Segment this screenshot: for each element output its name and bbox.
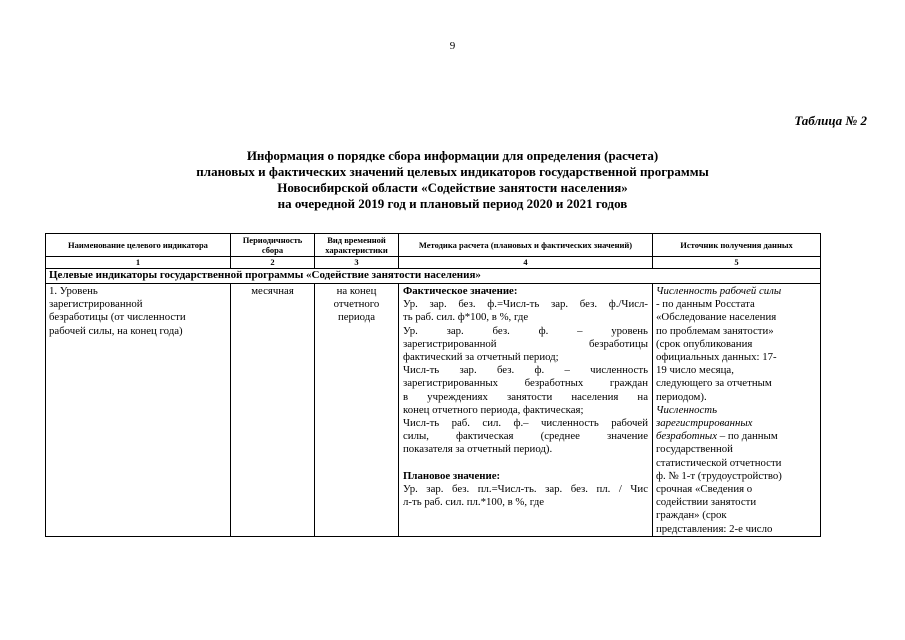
source-italic-part: безработных [656,430,718,443]
column-number: 4 [399,257,653,269]
methodology-line: в учреждениях занятости населения на [403,390,648,403]
title-line: на очередной 2019 год и плановый период 2020 и 2021 годов [277,196,628,211]
source-line: граждан» (срок [656,509,727,522]
source-line: содействии занятости [656,496,757,509]
column-number: 3 [315,257,399,269]
methodology-line: Числ-ть зар. без. ф. – численность [403,364,648,377]
periodicity-cell [231,284,315,537]
methodology-cell [399,284,653,537]
source-line: по проблемам занятости» [656,324,774,337]
section-row [46,269,821,284]
source-line [656,430,818,443]
title-line: Информация о порядке сбора информации для определения (расчета) [246,148,659,163]
table-row [46,284,821,537]
header-indicator-name: Наименование целевого индикатора [46,234,231,257]
source-line: «Обследование населения [656,311,777,324]
source-line: (срок опубликования [656,337,753,350]
source-line: статистической отчетности [656,456,782,469]
header-data-source: Источник получения данных [653,234,821,257]
methodology-line: показателя за отчетный период). [403,443,553,456]
methodology-line: фактический за отчетный период; [403,351,559,364]
header-methodology: Методика расчета (плановых и фактических значений) [399,234,653,257]
periodicity-value: месячная [251,285,294,297]
methodology-line: силы, фактическая (среднее значение [403,430,648,443]
indicator-name-cell [46,284,231,537]
data-source-cell [653,284,821,537]
table-label: Таблица № 2 [794,113,867,128]
methodology-line: зарегистрированной безработицы [403,337,648,350]
source-line: - по данным Росстата [656,298,755,311]
source-line: зарегистрированных [656,417,753,430]
column-number: 1 [46,257,231,269]
source-line: следующего за отчетным [656,377,772,390]
methodology-line: Ур. зар. без. ф. – уровень [403,324,648,337]
methodology-line: Ур. зар. без. ф.=Числ-ть зар. без. ф./Числ- [403,298,648,311]
time-characteristic-line: периода [337,311,376,324]
page-number: 9 [449,40,456,52]
header-time-characteristic: Вид временной характеристики [315,234,399,257]
indicator-line: безработицы (от численности [49,311,186,324]
indicator-line: зарегистрированной [49,298,143,311]
paragraph-gap [403,457,648,470]
section-title: Целевые индикаторы государственной программы «Содействие занятости населения» [46,269,821,284]
column-number: 2 [231,257,315,269]
indicator-line: 1. Уровень [49,285,98,297]
table-header-row [46,234,821,257]
time-characteristic-line: отчетного [333,298,380,311]
document-title [0,148,905,212]
actual-value-heading: Фактическое значение: [403,285,518,297]
planned-value-heading: Плановое значение: [403,469,501,482]
source-line: срочная «Сведения о [656,483,753,496]
indicator-table [45,233,821,537]
methodology-line: л-ть раб. сил. пл.*100, в %, где [403,496,544,509]
methodology-line: ть раб. сил. ф*100, в %, где [403,311,529,324]
indicator-line: рабочей силы, на конец года) [49,324,183,337]
source-line: официальных данных: 17- [656,351,777,364]
time-characteristic-line: на конец [336,285,377,297]
methodology-line: Числ-ть раб. сил. ф.– численность рабочей [403,417,648,430]
source-regular-part: – по данным [717,430,778,443]
header-periodicity: Периодичность сбора [231,234,315,257]
source-line: государственной [656,443,733,456]
time-characteristic-cell [315,284,399,537]
source-line: 19 число месяца, [656,364,734,377]
source-line: ф. № 1-т (трудоустройство) [656,469,782,482]
title-line: плановых и фактических значений целевых индикаторов государственной программы [196,164,709,179]
source-line: Численность [656,403,718,416]
methodology-line: Ур. зар. без. пл.=Числ-ть. зар. без. пл. / Чис [403,482,648,495]
column-number: 5 [653,257,821,269]
methodology-line: конец отчетного периода, фактическая; [403,403,584,416]
title-line: Новосибирской области «Содействие занятости населения» [277,180,628,195]
source-line: представления: 2-е число [656,522,773,535]
methodology-line: зарегистрированных безработных граждан [403,377,648,390]
source-line: периодом). [656,390,707,403]
source-line: Численность рабочей силы [656,285,782,297]
column-number-row [46,257,821,269]
